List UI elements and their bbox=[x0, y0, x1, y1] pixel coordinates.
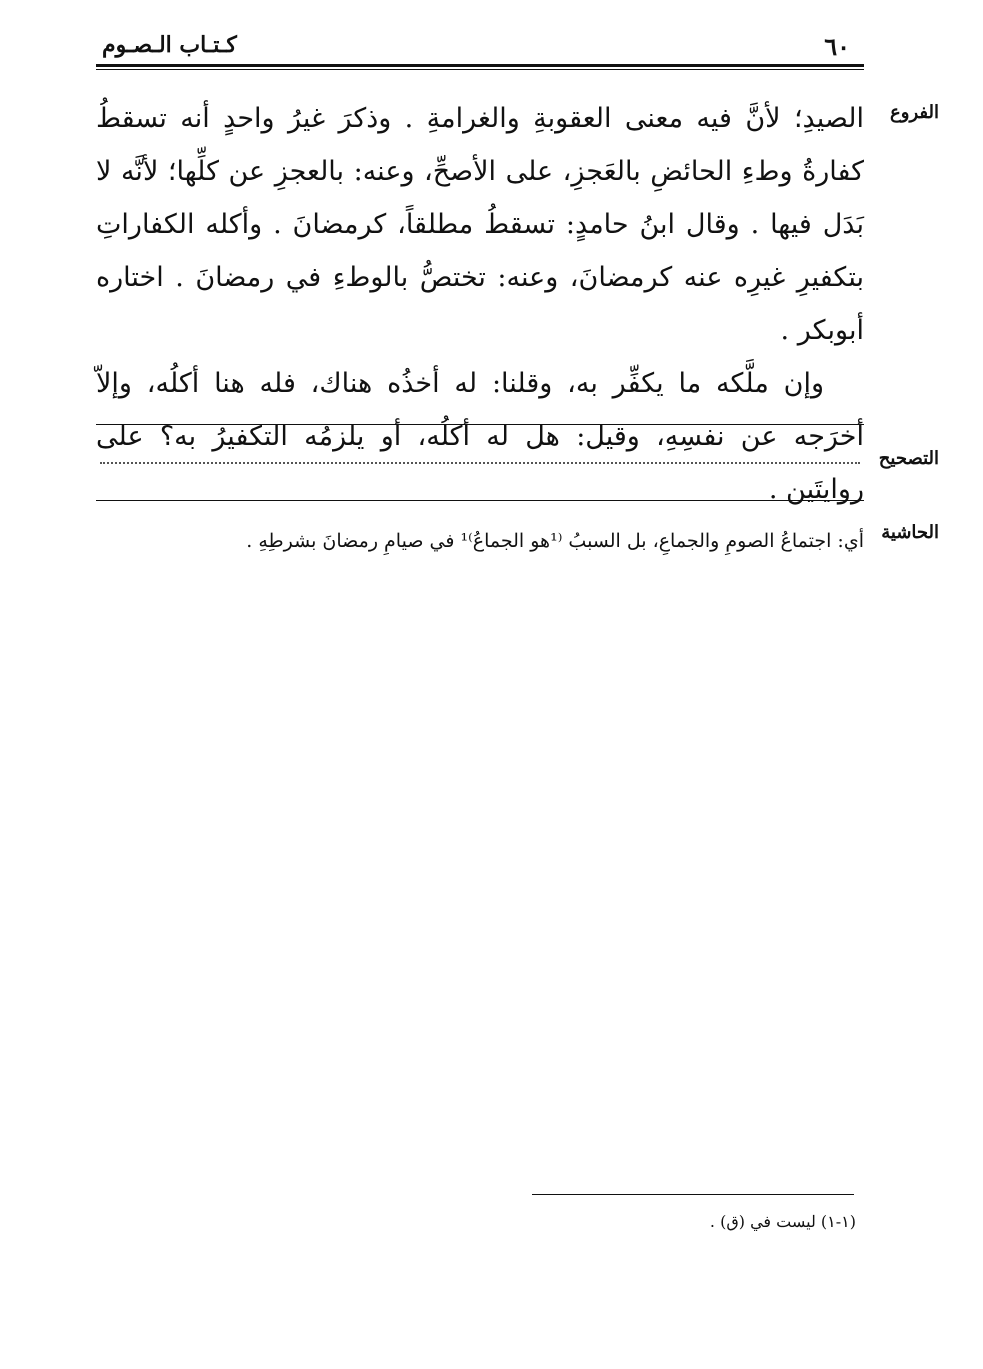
hashiya-text: أي: اجتماعُ الصومِ والجماعِ، بل السببُ ⁽¹هو الجماعُ⁾¹ في صيامِ رمضانَ بشرطِهِ . bbox=[246, 530, 864, 552]
header-rule bbox=[96, 64, 864, 67]
label-hashiya: الحاشية bbox=[881, 522, 939, 543]
tashih-dotted-line bbox=[100, 462, 860, 464]
header-rule-thin bbox=[96, 69, 864, 70]
main-text bbox=[96, 92, 864, 516]
running-header bbox=[96, 30, 864, 64]
footnote-rule bbox=[532, 1194, 854, 1195]
label-furu: الفروع bbox=[890, 102, 939, 123]
section-divider-top bbox=[96, 424, 864, 425]
footnote: (١-١) ليست في (ق) . bbox=[709, 1212, 856, 1231]
book-title: كـتـاب الـصـوم bbox=[102, 32, 237, 58]
label-tashih: التصحيح bbox=[878, 448, 939, 469]
paragraph-2: وإن ملَّكه ما يكفِّر به، وقلنا: له أخذُه هناك، فله هنا أكلُه، وإلاّ أخرَجه عن نفسِهِ، وقيل: هل له أكلُه، أو يلزمُه التكفيرُ به؟ على روايتَين . bbox=[96, 368, 864, 505]
section-divider-bottom bbox=[96, 500, 864, 501]
page-number: ٦٠ bbox=[824, 32, 850, 61]
paragraph-1: الصيدِ؛ لأنَّ فيه معنى العقوبةِ والغرامةِ . وذكرَ غيرُ واحدٍ أنه تسقطُ كفارةُ وطءِ الحائضِ بالعَجزِ، على الأصحِّ، وعنه: بالعجزِ عن كلِّها؛ لأنَّه لا بَدَل فيها . وقال ابنُ حامدٍ: تسقطُ مطلقاً، كرمضانَ . وأكله الكفاراتِ بتكفيرِ غيرِه عنه كرمضانَ، وعنه: تختصُّ بالوطءِ في رمضانَ . اختاره أبوبكر . bbox=[96, 103, 864, 346]
